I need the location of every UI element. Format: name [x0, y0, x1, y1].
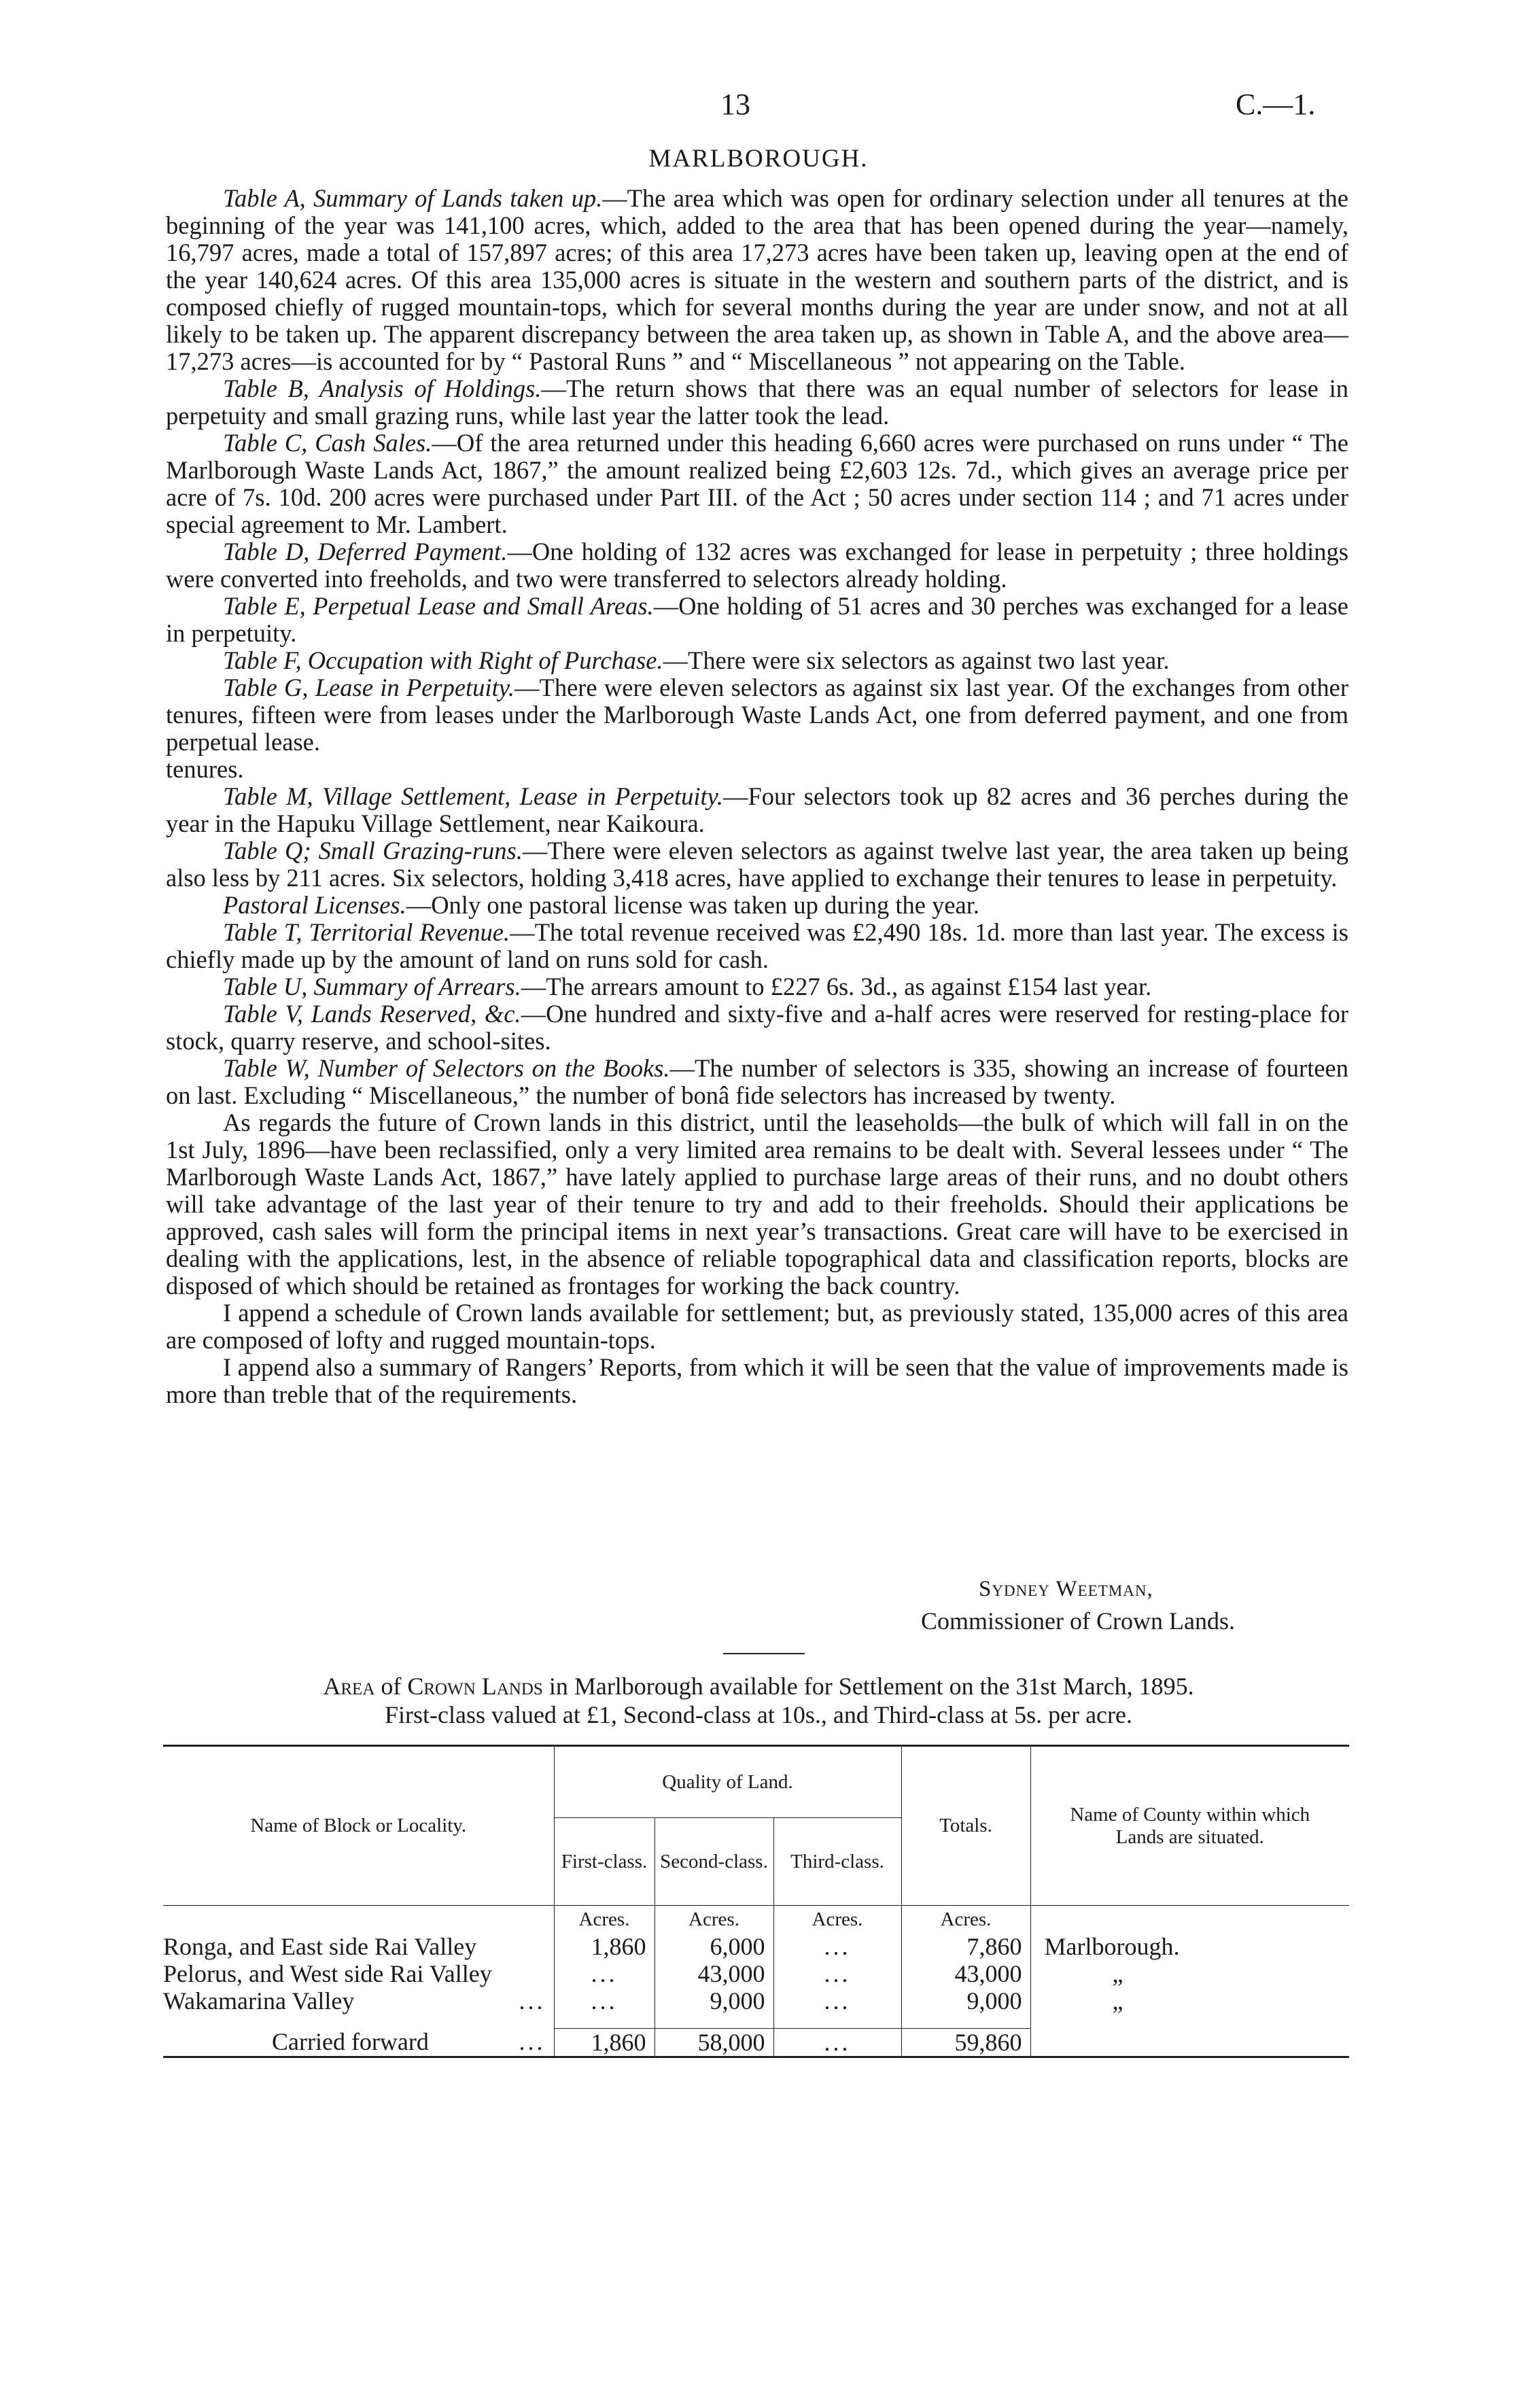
- paragraph-table-t: [166, 919, 1348, 973]
- header-third-class: Third-class.: [773, 1818, 901, 1906]
- table-row: [163, 1960, 1349, 1987]
- paragraph-text: —One holding of 132 acres was exchanged for lease in perpetuity ; three holdings were converted into freeholds, and two were transferred to selectors already holding.: [166, 538, 1348, 593]
- paragraph-lead: Table V, Lands Reserved, &c.: [223, 1000, 521, 1028]
- paragraph-lead: Table E, Perpetual Lease and Small Areas.: [223, 592, 654, 620]
- table-row: [163, 1987, 1349, 2028]
- row-total: 43,000: [901, 1960, 1030, 1987]
- paragraph-table-m: [166, 783, 1348, 837]
- row-second-class: 6,000: [655, 1933, 773, 1960]
- carried-total: 59,860: [901, 2028, 1030, 2057]
- paragraph-text: —The area which was open for ordinary selection under all tenures at the beginning of the year was 141,100 acres, which, added to the area that has been opened during the year—namely, 16,797 acres, made a total of 157,897 acres; of this area 17,273 acres have been taken up, leaving open at the end of the year 140,624 acres. Of this area 135,000 acres is situate in the western and southern parts of the district, and is composed chiefly of rugged mountain-tops, which for several months during the year are under snow, and not at all likely to be taken up. The apparent discrepancy between the area taken up, as shown in Table A, and the above area—17,273 acres—is accounted for by “ Pastoral Runs ” and “ Miscellaneous ” not appearing on the Table.: [166, 184, 1348, 375]
- page-number: 13: [720, 88, 750, 121]
- paragraph-rangers: [166, 1354, 1348, 1408]
- paragraph-text: —There were six selectors as against two last year.: [663, 646, 1170, 674]
- row-second-class: 43,000: [655, 1960, 773, 1987]
- signatory-title: Commissioner of Crown Lands.: [921, 1607, 1235, 1635]
- paragraph-text: —Only one pastoral license was taken up during the year.: [406, 891, 980, 919]
- paragraph-text: —Of the area returned under this heading 6,660 acres were purchased on runs under “ The Marlborough Waste Lands Act, 1867,” the amount realized being £2,603 12s. 7d., which gives an average price per acre of 7s. 10d. 200 acres were purchased under Part III. of the Act ; 50 acres under section 114 ; and 71 acres under special agreement to Mr. Lambert.: [166, 429, 1348, 538]
- row-total: 9,000: [901, 1987, 1030, 2028]
- row-total: 7,860: [901, 1933, 1030, 1960]
- table-row: [163, 1933, 1349, 1960]
- signatory-name: Sydney Weetman,: [979, 1577, 1153, 1601]
- row-third-class: ...: [773, 1933, 901, 1960]
- paragraph-text: I append a schedule of Crown lands available for settlement; but, as previously stated, 135,000 acres of this area are composed of lofty and rugged mountain-tops.: [166, 1299, 1348, 1354]
- row-locality: [163, 1987, 554, 2028]
- table-header-row: [163, 1746, 1349, 1818]
- paragraph-lead: Table U, Summary of Arrears.: [223, 973, 521, 1000]
- row-third-class: ...: [773, 1987, 901, 2028]
- paragraph-table-w: [166, 1055, 1348, 1109]
- paragraph-table-a: [166, 185, 1348, 375]
- paragraph-lead: Table D, Deferred Payment.: [223, 538, 508, 565]
- paragraph-text: —The total revenue received was £2,490 18s. 1d. more than last year. The excess is chiefly made up by the amount of land on runs sold for cash.: [166, 918, 1348, 973]
- carried-county-blank: [1030, 2028, 1349, 2057]
- units-totals: Acres.: [901, 1906, 1030, 1934]
- district-heading: MARLBOROUGH.: [648, 145, 869, 173]
- row-third-class: ...: [773, 1960, 901, 1987]
- paragraph-text: I append also a summary of Rangers’ Reports, from which it will be seen that the value of improvements made is more than treble that of the requirements.: [166, 1353, 1348, 1408]
- paragraph-lead: Table F, Occupation with Right of Purchase.: [223, 646, 663, 674]
- row-second-class: 9,000: [655, 1987, 773, 2028]
- carried-forward-label: Carried forward: [272, 2028, 429, 2055]
- paragraph-lead: Pastoral Licenses.: [223, 891, 406, 919]
- paragraph-lead: Table T, Territorial Revenue.: [223, 918, 510, 946]
- units-row: [163, 1906, 1349, 1934]
- paragraph-lead: Table A, Summary of Lands taken up.: [223, 184, 603, 212]
- table-title-of: of: [374, 1673, 408, 1700]
- table-title-line-1: [0, 1672, 1517, 1700]
- paragraph-table-u: [166, 973, 1348, 1000]
- paragraph-table-f: [166, 647, 1348, 674]
- table-title-rest: in Marlborough available for Settlement on the 31st March, 1895.: [542, 1673, 1194, 1700]
- row-first-class: ...: [554, 1960, 655, 1987]
- header-first-class: First-class.: [554, 1818, 655, 1906]
- carried-third-class: ...: [773, 2028, 901, 2057]
- paragraph-lead: Table G, Lease in Perpetuity.: [223, 674, 515, 701]
- carried-second-class: 58,000: [655, 2028, 773, 2057]
- paragraph-lead: Table B, Analysis of Holdings.: [223, 374, 542, 402]
- units-third: Acres.: [773, 1906, 901, 1934]
- header-locality: Name of Block or Locality.: [163, 1746, 554, 1906]
- paragraph-table-e: [166, 593, 1348, 647]
- paragraph-lead: Table Q; Small Grazing-runs.: [223, 837, 523, 865]
- paragraph-text: As regards the future of Crown lands in this district, until the leaseholds—the bulk of which will fall in on the 1st July, 1896—have been reclassified, only a very limited area remains to be dealt with. Several lessees under “ The Marlborough Waste Lands Act, 1867,” have lately applied to purchase large areas of their runs, and no doubt others will take advantage of the last year of their tenure to try and add to their freeholds. Should their applications be approved, cash sales will form the principal items in next year’s transactions. Great care will have to be exercised in dealing with the applications, lest, in the absence of reliable topographical data and classification reports, blocks are disposed of which should be retained as frontages for working the back country.: [166, 1109, 1348, 1299]
- paragraph-text: —One holding of 51 acres and 30 perches was exchanged for a lease in perpetuity.: [166, 592, 1348, 647]
- table-title-line-2: First-class valued at £1, Second-class at 10s., and Third-class at 5s. per acre.: [384, 1701, 1133, 1728]
- paragraph-table-c: [166, 430, 1348, 538]
- paragraph-orphan-line: [166, 756, 1348, 783]
- table-title-area: Area: [323, 1673, 375, 1700]
- paragraph-text: —The number of selectors is 335, showing an increase of fourteen on last. Excluding “ Miscellaneous,” the number of bonâ fide selectors has increased by twenty.: [166, 1054, 1348, 1109]
- paragraph-text: —There were eleven selectors as against six last year. Of the exchanges from other tenures, fifteen were from leases under the Marlborough Waste Lands Act, one from deferred payment, and one from perpetual lease.: [166, 674, 1348, 756]
- section-divider: [723, 1653, 805, 1654]
- paragraph-table-v: [166, 1000, 1348, 1055]
- paragraph-text: —The arrears amount to £227 6s. 3d., as against £154 last year.: [521, 973, 1152, 1000]
- paragraph-schedule: [166, 1299, 1348, 1354]
- carried-label: [163, 2028, 554, 2057]
- row-first-class: 1,860: [554, 1933, 655, 1960]
- units-blank: [163, 1906, 554, 1934]
- paragraph-text: —There were eleven selectors as against twelve last year, the area taken up being also less by 211 acres. Six selectors, holding 3,418 acres, have applied to exchange their tenures to lease in perpetuity.: [166, 837, 1348, 892]
- signature-block: [0, 1577, 1517, 1638]
- paragraph-text: tenures.: [166, 755, 244, 783]
- paragraph-table-d: [166, 538, 1348, 593]
- paragraph-lead: Table W, Number of Selectors on the Books.: [223, 1054, 670, 1082]
- header-quality: Quality of Land.: [554, 1746, 901, 1818]
- paragraph-text: —One hundred and sixty-five and a-half acres were reserved for resting-place for stock, quarry reserve, and school-sites.: [166, 1000, 1349, 1055]
- row-locality: Ronga, and East side Rai Valley: [163, 1933, 554, 1960]
- header-second-class: Second-class.: [655, 1818, 773, 1906]
- report-body: [166, 185, 1348, 1408]
- document-code: C.—1.: [1236, 88, 1316, 121]
- header-totals: Totals.: [901, 1746, 1030, 1906]
- paragraph-lead: Table M, Village Settlement, Lease in Perpetuity.: [223, 782, 723, 810]
- crown-lands-table: [163, 1745, 1349, 2058]
- row-locality: Pelorus, and West side Rai Valley: [163, 1960, 554, 1987]
- table-title: [0, 1672, 1517, 1729]
- units-second: Acres.: [655, 1906, 773, 1934]
- row-county: „: [1112, 1987, 1123, 2014]
- carried-first-class: 1,860: [554, 2028, 655, 2057]
- crown-lands-table-wrapper: [163, 1745, 1349, 2058]
- page-header: [0, 87, 1517, 128]
- row-leader-dots: ...: [519, 1987, 546, 2014]
- row-county: „: [1112, 1960, 1123, 1987]
- paragraph-future: [166, 1109, 1348, 1299]
- paragraph-table-q: [166, 837, 1348, 892]
- units-county-blank: [1030, 1906, 1349, 1934]
- header-county: Name of County within which Lands are situated.: [1030, 1746, 1349, 1906]
- paragraph-text: —Four selectors took up 82 acres and 36 perches during the year in the Hapuku Village Settlement, near Kaikoura.: [166, 782, 1348, 837]
- paragraph-table-g: [166, 674, 1348, 756]
- table-title-crown-lands: Crown Lands: [407, 1673, 543, 1700]
- row-locality-name: Wakamarina Valley: [163, 1987, 355, 2014]
- paragraph-lead: Table C, Cash Sales.: [223, 429, 432, 457]
- row-county: Marlborough.: [1044, 1933, 1180, 1960]
- row-first-class: ...: [554, 1987, 655, 2028]
- carried-leader-dots: ...: [519, 2028, 546, 2055]
- paragraph-pastoral-licenses: [166, 892, 1348, 919]
- paragraph-table-b: [166, 375, 1348, 430]
- paragraph-text: —The return shows that there was an equal number of selectors for lease in perpetuity and small grazing runs, while last year the latter took the lead.: [166, 374, 1348, 430]
- units-first: Acres.: [554, 1906, 655, 1934]
- carried-forward-row: [163, 2028, 1349, 2057]
